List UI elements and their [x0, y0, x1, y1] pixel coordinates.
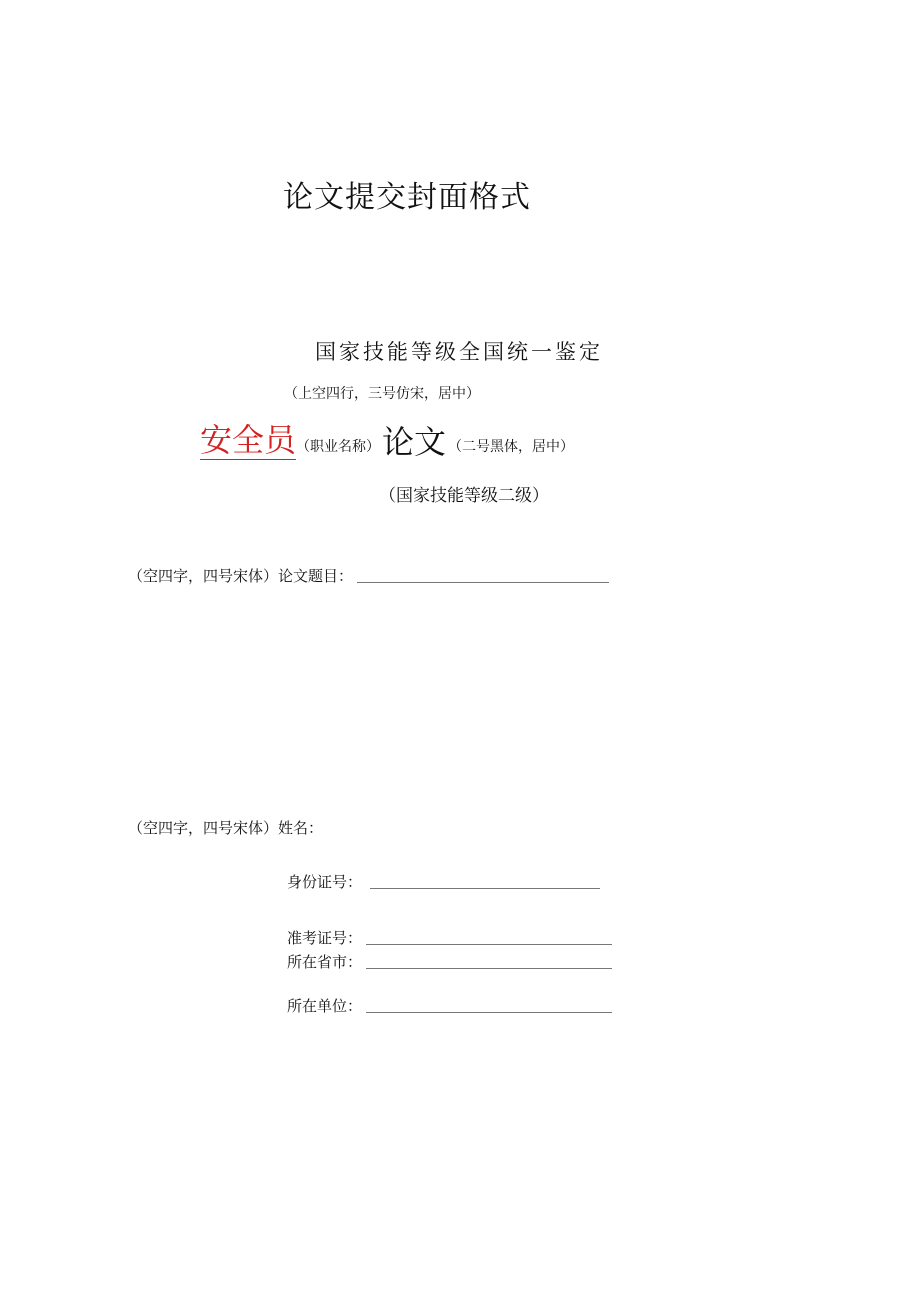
exam-number-field [287, 927, 612, 948]
unit-label: 所在单位： [287, 997, 363, 1015]
title-format-note: （二号黑体，居中） [448, 439, 575, 455]
exam-number-label: 准考证号： [287, 929, 363, 947]
document-title: 论文提交封面格式 [283, 180, 531, 215]
exam-number-input-line[interactable] [366, 943, 612, 945]
unit-field [287, 995, 612, 1016]
paper-title-line [200, 410, 574, 460]
topic-input-line[interactable] [357, 581, 609, 583]
id-number-label: 身份证号： [287, 873, 363, 891]
thesis-word: 论文 [382, 423, 447, 461]
unit-input-line[interactable] [366, 1011, 612, 1013]
id-number-input-line[interactable] [370, 887, 600, 889]
occupation-note: （职业名称） [296, 439, 381, 455]
name-label: （空四字，四号宋体）姓名： [128, 819, 324, 837]
subtitle-format-note: （上空四行，三号仿宋，居中） [284, 386, 480, 402]
occupation-name: 安全员 [200, 421, 297, 459]
province-label: 所在省市： [287, 953, 363, 971]
skill-level: （国家技能等级二级） [379, 486, 549, 506]
topic-field [128, 565, 609, 586]
appraisal-subtitle: 国家技能等级全国统一鉴定 [315, 340, 603, 364]
id-number-field [287, 871, 600, 892]
name-field [128, 817, 323, 838]
province-input-line[interactable] [366, 967, 612, 969]
topic-label: （空四字，四号宋体）论文题目： [128, 567, 354, 585]
province-field [287, 951, 612, 972]
